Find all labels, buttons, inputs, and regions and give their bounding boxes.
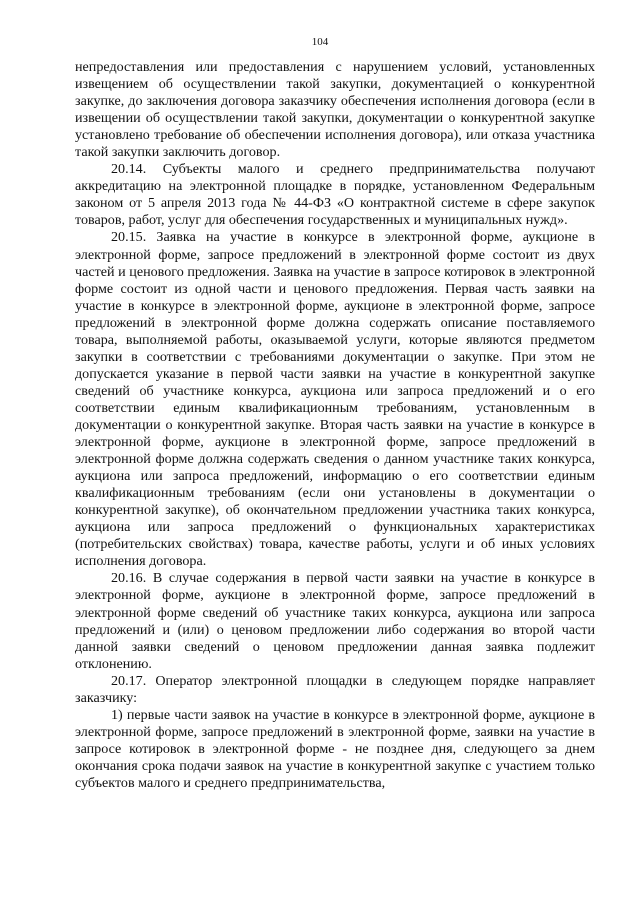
page-number: 104 bbox=[311, 36, 329, 48]
paragraph-20-17: 20.17. Оператор электронной площадки в следующем порядке направляет заказчику: bbox=[75, 672, 595, 706]
paragraph-20-16: 20.16. В случае содержания в первой части заявки на участие в конкурсе в электронной форме, аукционе в электронной форме, запросе предложений в электронной форме сведений об участнике таких конкурса, аукциона или запроса предложений и (или) о ценовом предложении либо содержания во второй части данной заявки сведений о ценовом предложении данная заявка подлежит отклонению. bbox=[75, 570, 595, 672]
paragraph-continuation: непредоставления или предоставления с нарушением условий, установленных извещением об осуществлении такой закупки, документацией о конкурентной закупке, до заключения договора заказчику обеспечения исполнения договора (если в извещении об осуществлении такой закупки, документации о конкурентной закупке установлено требование об обеспечении исполнения договора), или отказа участника такой закупки заключить договор. bbox=[75, 59, 595, 161]
document-body bbox=[75, 59, 595, 792]
paragraph-20-14: 20.14. Субъекты малого и среднего предпринимательства получают аккредитацию на электронной площадке в порядке, установленном Федеральным законом от 5 апреля 2013 года № 44-ФЗ «О контрактной системе в сфере закупок товаров, работ, услуг для обеспечения государственных и муниципальных нужд». bbox=[75, 161, 595, 229]
paragraph-20-17-item-1: 1) первые части заявок на участие в конкурсе в электронной форме, аукционе в электронной форме, запросе предложений в электронной форме, заявки на участие в запросе котировок в электронной форме - не позднее дня, следующего за днем окончания срока подачи заявок на участие в конкурентной закупке с участием только субъектов малого и среднего предпринимательства, bbox=[75, 706, 595, 791]
paragraph-20-15: 20.15. Заявка на участие в конкурсе в электронной форме, аукционе в электронной форме, запросе предложений в электронной форме состоит из двух частей и ценового предложения. Заявка на участие в запросе котировок в электронной форме состоит из одной части и ценового предложения. Первая часть заявки на участие в конкурсе в электронной форме, аукционе в электронной форме, запросе предложений в электронной форме должна содержать описание поставляемого товара, выполняемой работы, оказываемой услуги, которые являются предметом закупки в соответствии с требованиями документации о закупке. При этом не допускается указание в первой части заявки на участие в конкурентной закупке сведений об участнике конкурса, аукциона или запроса предложений и о его соответствии единым квалификационным требованиям, установленным в документации о конкурентной закупке. Вторая часть заявки на участие в конкурсе в электронной форме, аукционе в электронной форме, запросе предложений в электронной форме должна содержать сведения о данном участнике таких конкурса, аукциона или запроса предложений, информацию о его соответствии единым квалификационным требованиям (если они установлены в документации о конкурентной закупке), об окончательном предложении участника таких конкурса, аукциона или запроса предложений о функциональных характеристиках (потребительских свойствах) товара, качестве работы, услуги и об иных условиях исполнения договора. bbox=[75, 229, 595, 570]
